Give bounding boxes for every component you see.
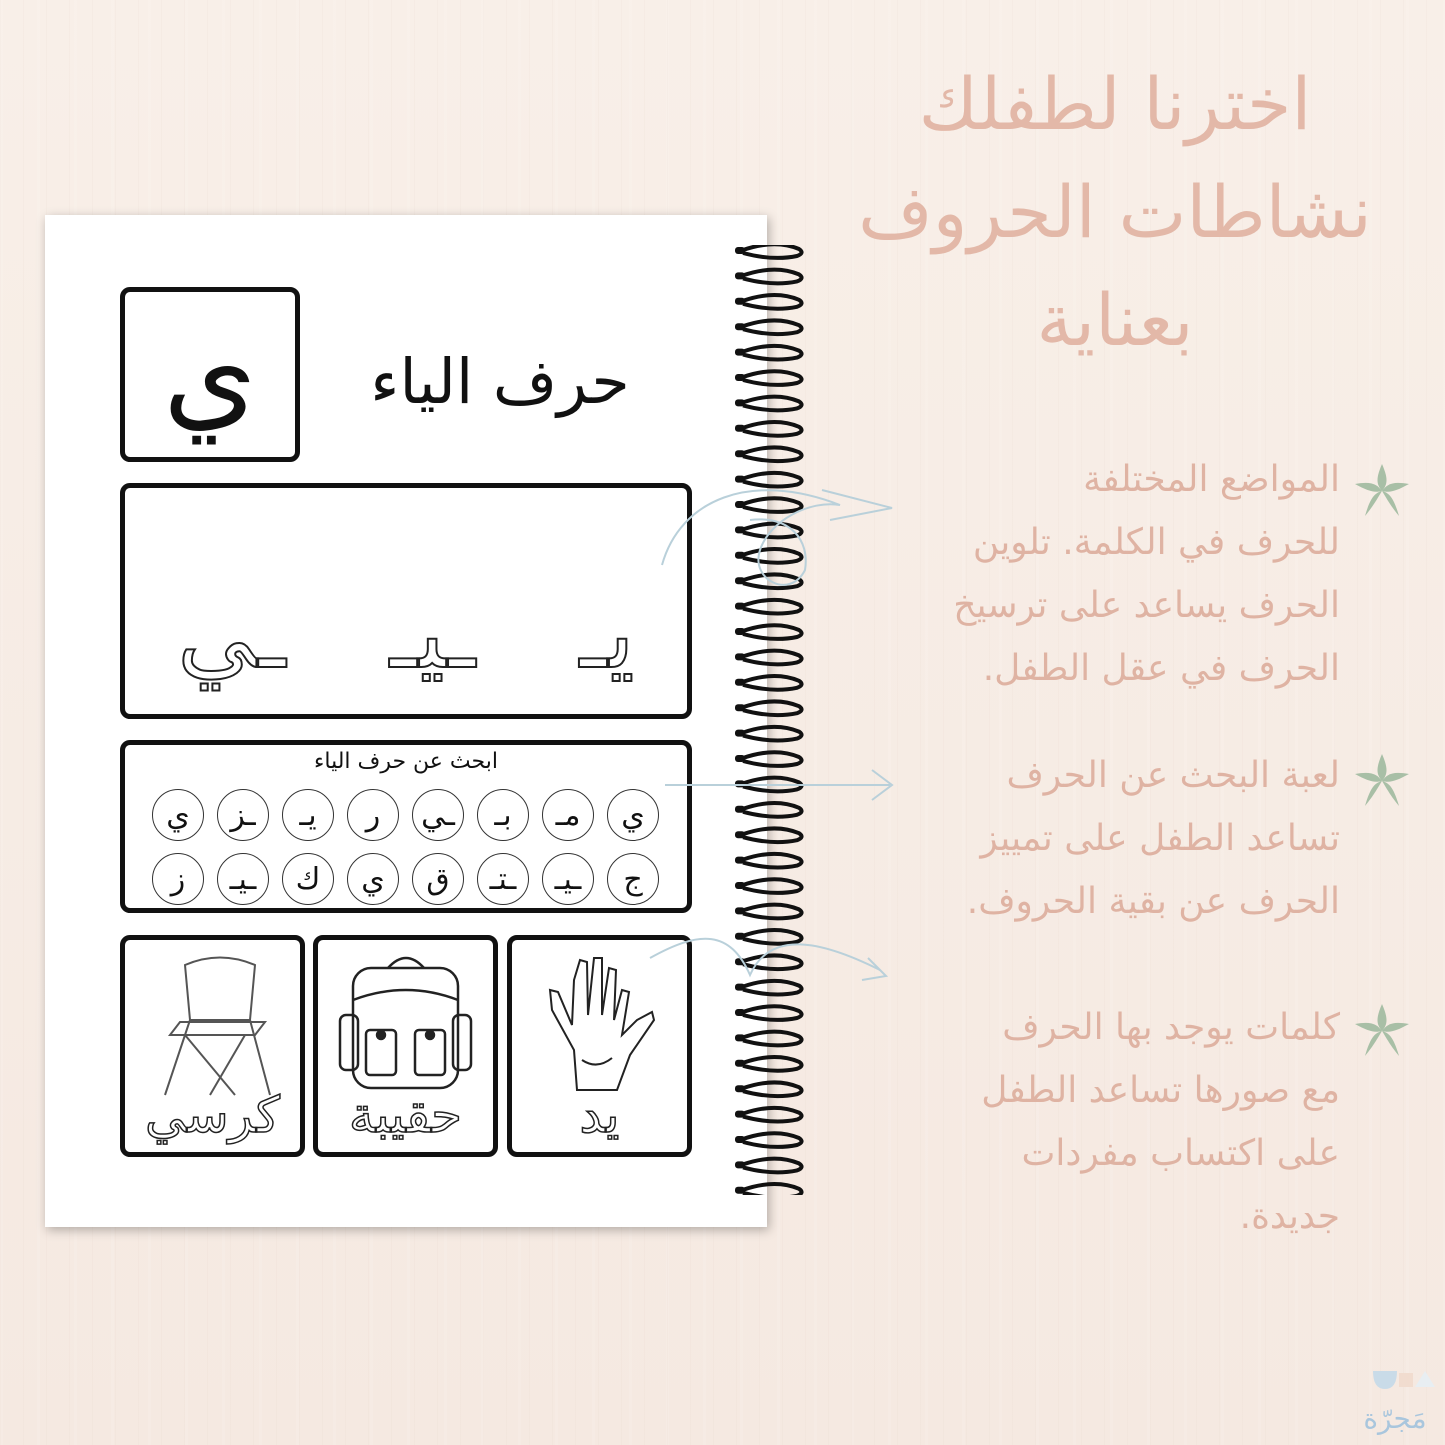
star-flower-icon [1351,1000,1413,1062]
spiral-coil [735,346,802,360]
search-circle[interactable]: ـي [412,789,464,841]
search-circle[interactable]: ر [347,789,399,841]
spiral-coil [735,295,802,309]
search-circle[interactable]: ـيـ [542,853,594,905]
chair-icon [125,940,300,1100]
featured-letter: ي [163,305,257,444]
headline [815,50,1415,374]
headline-line-1: اخترنا لطفلك [918,62,1312,146]
picture-word: حقيبة [348,1086,463,1144]
spiral-coil [735,1184,802,1195]
headline-line-2: نشاطات الحروف [858,170,1372,254]
spiral-coil [735,1133,802,1147]
backpack-icon [318,940,493,1100]
search-circle[interactable]: يـ [282,789,334,841]
connector-arrows [640,460,920,1000]
brand-shapes-icon [1355,1365,1435,1401]
search-circle[interactable]: ـز [217,789,269,841]
picture-card-chair [120,935,305,1157]
search-circle[interactable]: ي [152,789,204,841]
picture-card-backpack [313,935,498,1157]
search-circle[interactable]: ي [347,853,399,905]
search-circle[interactable]: ز [152,853,204,905]
headline-line-3: بعناية [1036,278,1194,362]
spiral-coil [735,320,802,334]
search-circle[interactable]: ـيـ [217,853,269,905]
spiral-coil [735,245,802,258]
spiral-coil [735,422,802,436]
spiral-coil [735,1082,802,1096]
brand-logo [1355,1365,1435,1435]
picture-word: يد [579,1086,620,1144]
search-circle[interactable]: ك [282,853,334,905]
letter-box [120,287,300,462]
letter-forms-panel [120,483,692,719]
search-title: ابحث عن حرف الياء [314,749,498,774]
star-flower-icon [1351,750,1413,812]
letter-forms [125,578,687,690]
picture-word: كرسي [145,1086,280,1144]
letter-form-initial: يـ [579,578,635,690]
star-flower-icon [1351,460,1413,522]
search-circle[interactable]: ق [412,853,464,905]
spiral-coil [735,1032,802,1046]
brand-name: مَجرّة [1363,1402,1427,1435]
spiral-coil [735,371,802,385]
worksheet-title: حرف الياء [370,345,630,418]
letter-search-panel [120,740,692,913]
feature-letter-search: لعبة البحث عن الحرف تساعد الطفل على تمييز الحرف عن بقية الحروف. [966,755,1340,922]
spiral-coil [735,270,802,284]
letter-form-final: ـي [177,578,286,690]
spiral-coil [735,1006,802,1020]
search-circle[interactable]: ج [607,853,659,905]
spiral-coil [735,1159,802,1173]
spiral-coil [735,397,802,411]
search-circle[interactable]: ي [607,789,659,841]
search-circle[interactable]: مـ [542,789,594,841]
spiral-coil [735,1108,802,1122]
letter-form-medial: ـيـ [390,578,476,690]
feature-picture-words: كلمات يوجد بها الحرف مع صورها تساعد الطفل على اكتساب مفردات جديدة. [981,1007,1340,1237]
search-circle[interactable]: بـ [477,789,529,841]
search-circle[interactable]: ـتـ [477,853,529,905]
spiral-coil [735,1057,802,1071]
feature-letter-positions: المواضع المختلفة للحرف في الكلمة. تلوين الحرف يساعد على ترسيخ الحرف في عقل الطفل. [953,459,1340,689]
